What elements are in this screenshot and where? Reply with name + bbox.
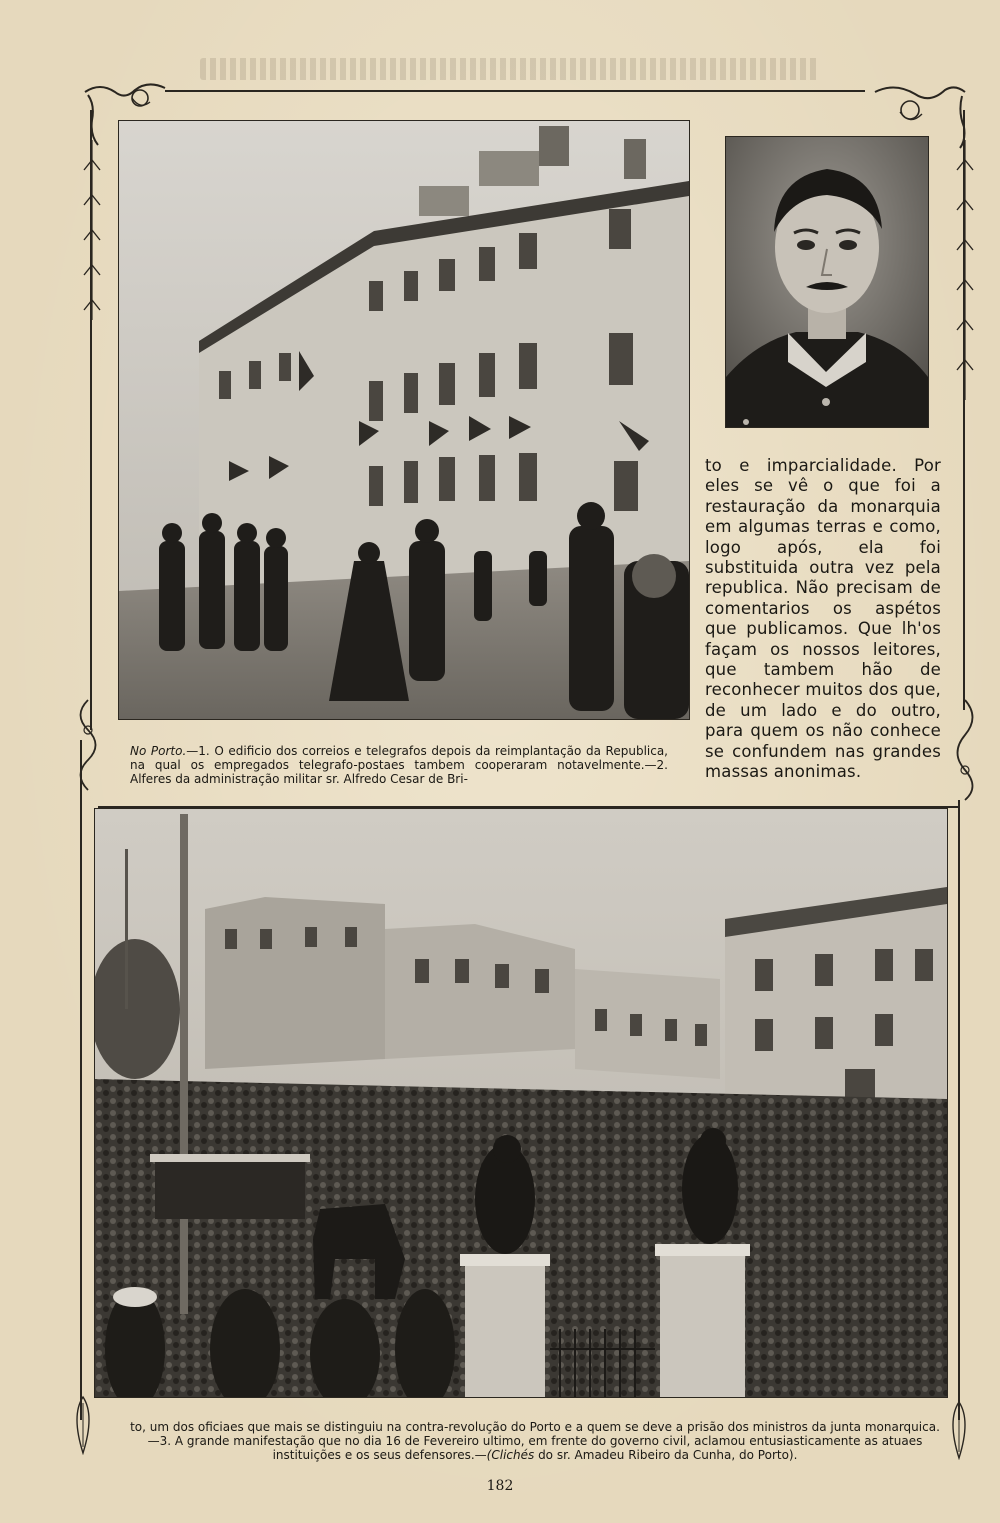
portrait-illustration — [726, 137, 928, 427]
bleed-through-header — [200, 58, 820, 80]
frame-right-line-lower — [958, 800, 960, 1420]
article-column-text: to e imparcialidade. Por eles se vê o que foi a restauração da monarquia em algumas terras e como, logo após, ela foi substituida outra vez pela republica. Não precisam de comentarios os aspétos que publicamos. Que lh'os façam os nossos leitores, que tambem hão de reconhecer muitos dos que, de um lado e do outro, para quem os não conhece se confundem nas grandes massas anonimas. — [705, 456, 941, 782]
caption-bottom — [128, 1420, 942, 1463]
demonstration-illustration — [95, 809, 947, 1397]
leaf-ornament-bottom-left — [68, 1395, 98, 1455]
caption-top-place: No Porto. — [130, 744, 187, 758]
caption-bottom-text: to, um dos oficiaes que mais se distinguiu na contra-revolução do Porto e a quem se deve a prisão dos ministros da junta monarquica.—3. A grande manifestação que no dia 16 de Fevereiro ultimo, em frente do governo civil, aclamou entusiasticamente as atuaes instituições e os seus defensores.— — [130, 1420, 940, 1463]
leaf-ornament-right — [955, 140, 975, 400]
scroll-ornament-right-middle — [945, 695, 985, 805]
photo-demonstration-crowd — [94, 808, 948, 1398]
frame-top-line — [165, 90, 865, 92]
post-office-illustration — [119, 121, 689, 719]
frame-left-line-lower — [80, 740, 82, 1420]
scroll-ornament-left-middle — [68, 695, 108, 795]
leaf-ornament-bottom-right — [944, 1400, 974, 1460]
page-number: 182 — [486, 1478, 514, 1494]
caption-bottom-credit-rest: do sr. Amadeu Ribeiro da Cunha, do Porto). — [534, 1448, 798, 1463]
caption-top-text: —1. O edificio dos correios e telegrafos depois da reimplantação da Republica, na qual os empregados telegrafo-postaes tambem cooperaram notavelmente.—2. Alferes da administração militar sr. Alfredo Cesar de Bri- — [130, 744, 668, 787]
caption-top — [130, 744, 668, 787]
photo-post-office-building — [118, 120, 690, 720]
caption-bottom-credit-italic: (Clichés — [486, 1448, 535, 1463]
leaf-ornament-left — [82, 140, 102, 320]
photo-officer-portrait — [725, 136, 929, 428]
